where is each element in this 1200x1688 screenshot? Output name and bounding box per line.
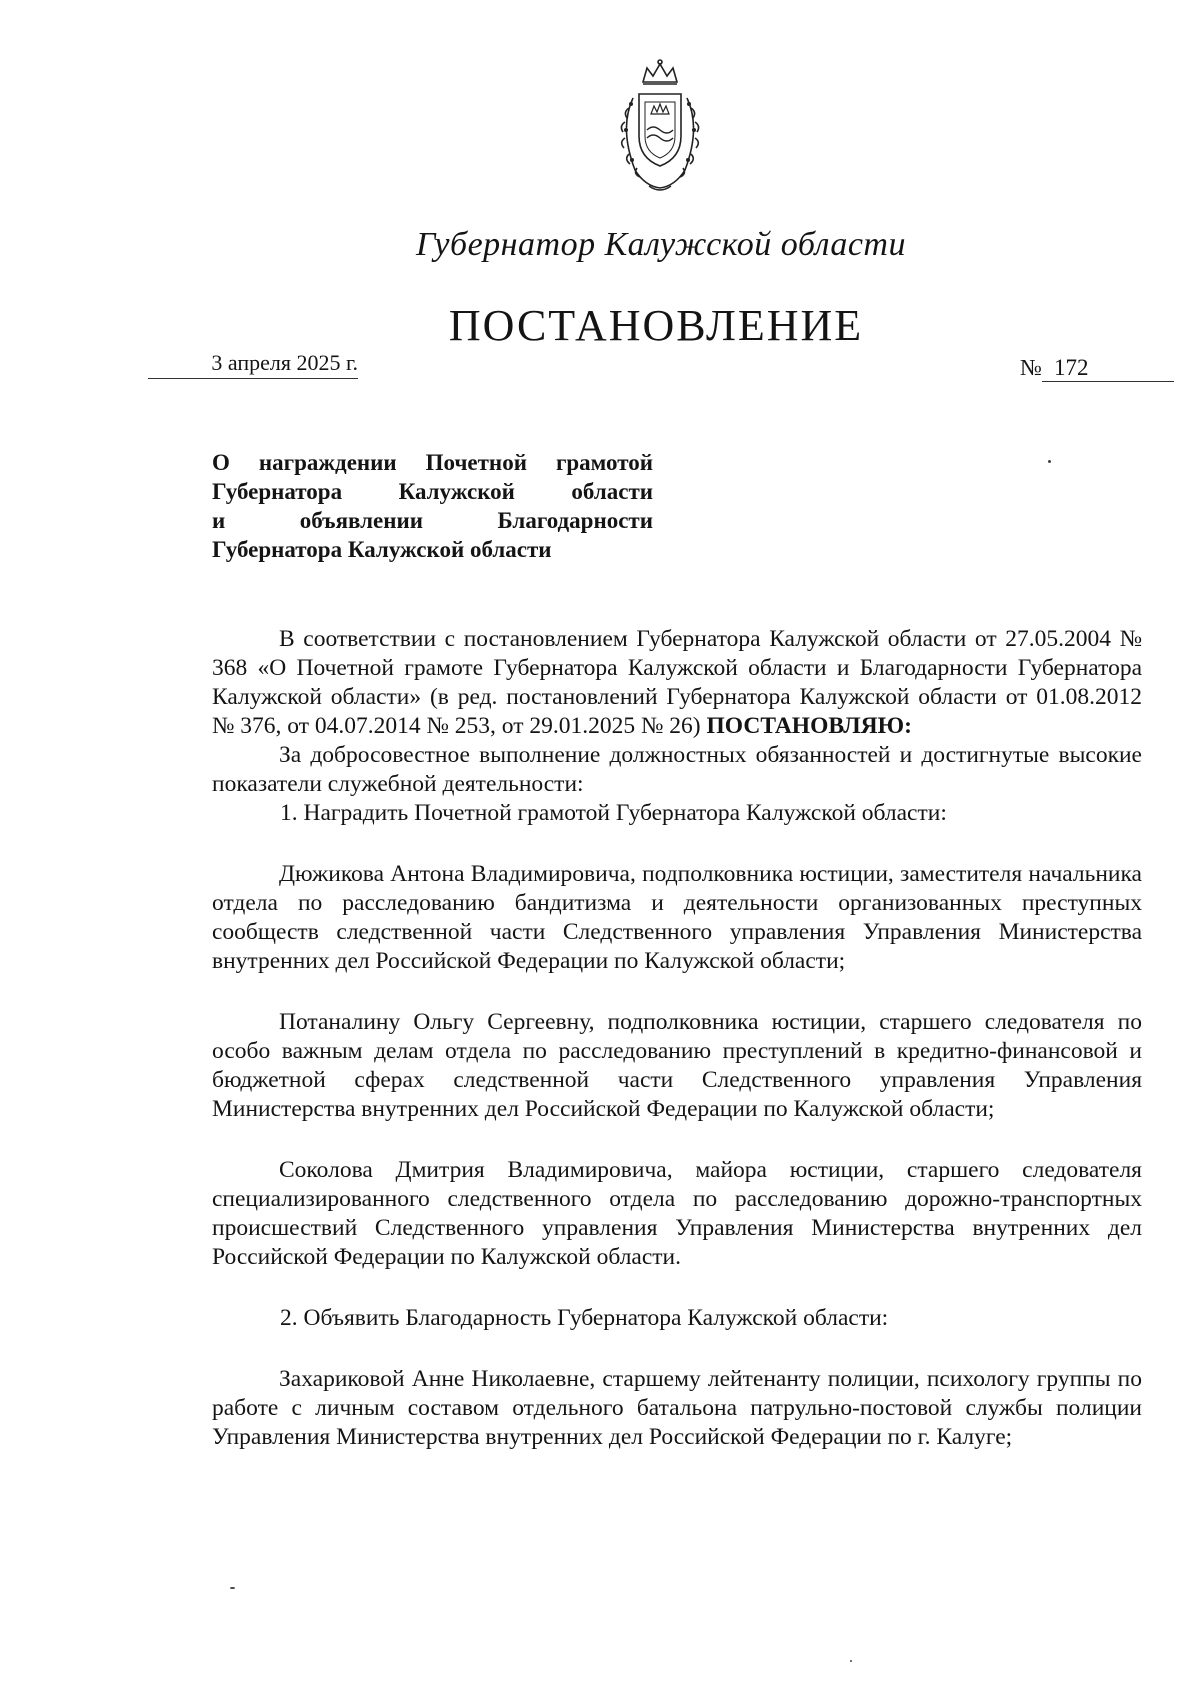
award-recipient-paragraph: Дюжикова Антона Владимировича, подполковника юстиции, заместителя начальника отдела по расследованию бандитизма и деятельности организованных преступных сообществ следственной части Следственного управления Управления Министерства внутренних дел Российской Федерации по Калужской области; (212, 861, 1142, 974)
subject-line: Губернатора Калужской области (212, 537, 552, 562)
document-number (1020, 355, 1174, 382)
scan-speck (850, 1660, 852, 1662)
document-type-title: ПОСТАНОВЛЕНИЕ (448, 301, 864, 350)
issuing-authority: Губернатор Калужской области (416, 226, 906, 263)
preamble-paragraph (212, 625, 1142, 741)
scan-speck (1048, 460, 1051, 463)
item-1-heading: 1. Наградить Почетной грамотой Губернатора Калужской области: (280, 800, 947, 826)
item-2-heading: 2. Объявить Благодарность Губернатора Калужской области: (280, 1305, 889, 1331)
coat-of-arms-emblem (605, 58, 715, 198)
award-recipient-paragraph: Потаналину Ольгу Сергеевну, подполковника юстиции, старшего следователя по особо важным делам отдела по расследованию преступлений в кредитно-финансовой и бюджетной сферах следственной части Следственного управления Управления Министерства внутренних дел Российской Федерации по Калужской области; (212, 1009, 1142, 1122)
basis-paragraph: За добросовестное выполнение должностных обязанностей и достигнутые высокие показатели служебной деятельности: (212, 742, 1142, 797)
scan-speck (230, 1587, 235, 1589)
preamble-text: В соответствии с постановлением Губернатора Калужской области от 27.05.2004 № 368 «О Почетной грамоте Губернатора Калужской области и Благодарности Губернатора Калужской области» (в ред. постановлений Губернатора Калужской области от 01.08.2012 № 376, от 04.07.2014 № 253, от 29.01.2025 № 26) (212, 626, 1142, 739)
award-recipient-paragraph: Соколова Дмитрия Владимировича, майора юстиции, старшего следователя специализированного следственного отдела по расследованию дорожно-транспортных происшествий Следственного управления Управления Министерства внутренних дел Российской Федерации по Калужской области. (212, 1157, 1142, 1270)
document-body (212, 625, 1142, 1452)
subject-line: Губернатора Калужской области (212, 479, 653, 504)
document-date: 3 апреля 2025 г. (148, 350, 358, 379)
decree-word: ПОСТАНОВЛЯЮ: (706, 713, 912, 739)
gratitude-recipient-paragraph: Захариковой Анне Николаевне, старшему лейтенанту полиции, психологу группы по работе с личным составом отдельного батальона патрульно-постовой службы полиции Управления Министерства внутренних дел Российской Федерации по г. Калуге; (212, 1366, 1142, 1450)
document-subject (212, 448, 653, 564)
number-value: 172 (1042, 355, 1174, 382)
subject-line: О награждении Почетной грамотой (212, 450, 653, 475)
subject-line: и объявлении Благодарности (212, 508, 653, 533)
number-sign: № (1020, 355, 1042, 380)
